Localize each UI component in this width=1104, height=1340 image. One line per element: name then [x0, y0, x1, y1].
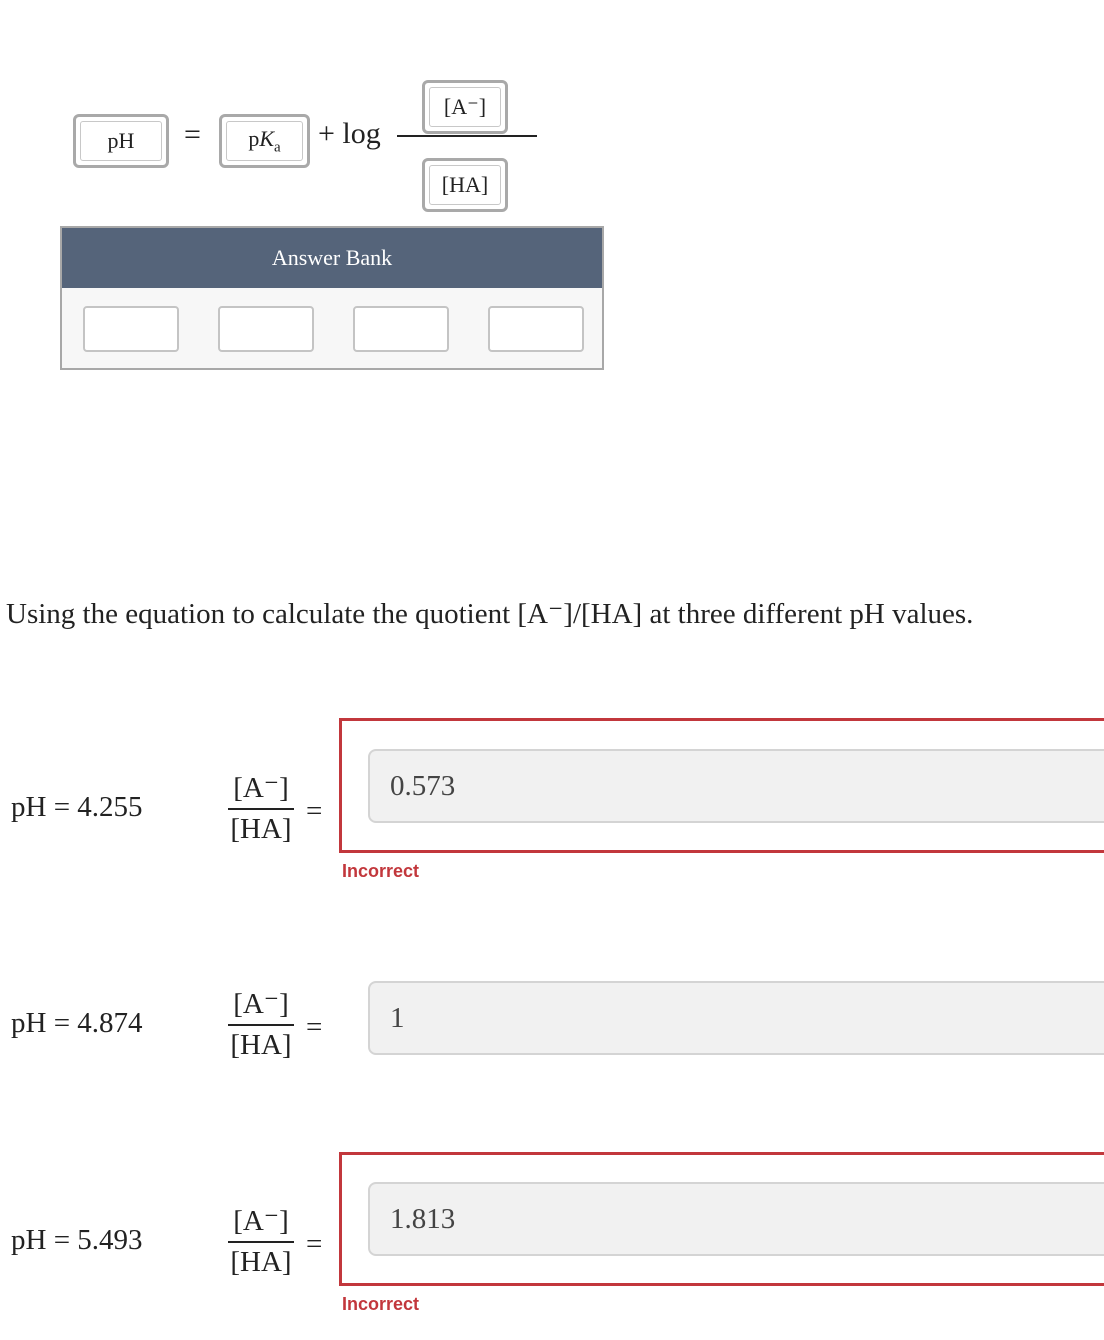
equals-sign: = — [306, 1011, 323, 1043]
answer-bank-slot[interactable] — [353, 306, 449, 352]
pka-tile-label: $pK_a$ — [248, 125, 281, 156]
equation-fraction-bar — [397, 135, 537, 137]
fraction-numerator: [A⁻] — [233, 772, 289, 804]
answer-bank-slot[interactable] — [488, 306, 584, 352]
answer-bank — [60, 226, 604, 370]
equals-sign: = — [306, 795, 323, 827]
incorrect-feedback: Incorrect — [342, 861, 420, 881]
ph-value-label: pH = 4.874 — [11, 1007, 143, 1039]
ph-value-label: pH = 4.255 — [11, 791, 143, 823]
incorrect-feedback: Incorrect — [342, 1294, 420, 1314]
answer-input[interactable] — [368, 749, 1104, 823]
fraction-bar — [228, 1024, 294, 1026]
ph-tile[interactable] — [73, 114, 169, 168]
denominator-tile[interactable] — [422, 158, 508, 212]
fraction-denominator: [HA] — [230, 813, 292, 845]
numerator-tile-label: [A⁻] — [443, 94, 487, 119]
answer-bank-slot[interactable] — [218, 306, 314, 352]
fraction-denominator: [HA] — [230, 1246, 292, 1278]
answer-bank-slot[interactable] — [83, 306, 179, 352]
ph-tile-label: pH — [107, 128, 135, 153]
question-prompt: Using the equation to calculate the quotient [A⁻]/[HA] at three different pH values. — [6, 598, 974, 630]
fraction-denominator: [HA] — [230, 1029, 292, 1061]
answer-bank-title: Answer Bank — [62, 228, 602, 288]
numerator-tile[interactable] — [422, 80, 508, 134]
fraction-numerator: [A⁻] — [233, 1205, 289, 1237]
denominator-tile-label: [HA] — [441, 172, 489, 197]
equals-sign: = — [306, 1228, 323, 1260]
answer-input[interactable] — [368, 1182, 1104, 1256]
pka-tile[interactable] — [219, 114, 310, 168]
fraction-bar — [228, 808, 294, 810]
fraction-numerator: [A⁻] — [233, 988, 289, 1020]
answer-input[interactable] — [368, 981, 1104, 1055]
fraction-bar — [228, 1241, 294, 1243]
ph-value-label: pH = 5.493 — [11, 1224, 143, 1256]
equals-sign: = — [184, 118, 201, 151]
plus-log-text: + log — [318, 117, 381, 150]
